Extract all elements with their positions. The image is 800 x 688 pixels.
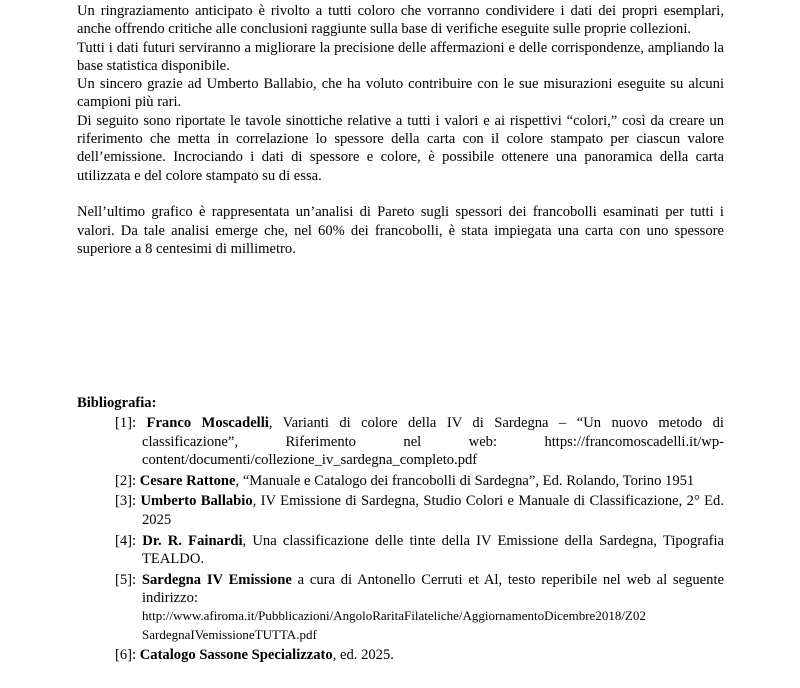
bibliography [77,394,724,667]
reference-author: Sardegna IV Emissione [141,571,292,588]
reference-text: , IV Emissione di Sardegna, Studio Colori e Manuale di Classificazione, 2° Ed. 2025 [142,493,725,528]
reference-number: [6]: [115,647,137,664]
reference-item [115,414,724,469]
reference-number: [3]: [115,493,137,510]
reference-number: [1]: [115,415,137,432]
reference-text: a cura di Antonello Cerruti et Al, testo reperibile nel web al seguente indirizzo: [142,571,724,606]
paragraph-future-data: Tutti i dati futuri serviranno a migliorare la precisione delle affermazioni e delle corrispondenze, ampliando la base statistica disponibile. [77,39,724,74]
reference-url: http://www.afiroma.it/Pubblicazioni/AngoloRaritaFilateliche/AggiornamentoDicembre2018/Z02 SardegnaIVemissioneTUTTA.pdf [142,608,646,642]
paragraph-pareto: Nell’ultimo grafico è rappresentata un’analisi di Pareto sugli spessori dei francobolli esaminati per tutti i valori. Da tale analisi emerge che, nel 60% dei francobolli, è stata impiegata una carta con uno spessore superiore a 8 centesimi di millimetro. [77,204,724,257]
reference-item [115,492,724,529]
reference-list [77,414,724,664]
paragraph-thanks: Un sincero grazie ad Umberto Ballabio, che ha voluto contribuire con le sue misurazioni eseguite su alcuni campioni più rari. [77,76,724,111]
reference-item [115,532,724,569]
reference-number: [2]: [115,472,137,489]
paragraph-gap [77,185,724,203]
reference-number: [5]: [115,571,137,588]
reference-text: , Una classificazione delle tinte della IV Emissione della Sardegna, Tipografia TEALDO. [142,532,725,567]
reference-author: Catalogo Sassone Specializzato [139,647,333,664]
reference-author: Cesare Rattone [139,472,236,489]
paragraph-synoptic-tables: Di seguito sono riportate le tavole sinottiche relative a tutti i valori e ai rispettivi “colori,” così da creare un riferimento che metta in correlazione lo spessore della carta con il colore stampato per ciascun valore dell’emissione. Incrociando i dati di spessore e colore, è possibile ottenere una panoramica della carta utilizzata e del colore stampato su di essa. [77,112,724,184]
reference-text: , Varianti di colore della IV di Sardegna – “Un nuovo metodo di classificazione”, Riferimento nel web: https://francomoscadelli.it/wp-content/documenti/collezione_iv_sardegna_completo.pdf [142,415,724,468]
paragraph-acknowledgement: Un ringraziamento anticipato è rivolto a tutti coloro che vorranno condividere i dati dei propri esemplari, anche offrendo critiche alle conclusioni raggiunte sulla base di verifiche eseguite sulle proprie collezioni. [77,3,724,38]
body-text [77,2,724,258]
reference-text: , “Manuale e Catalogo dei francobolli di Sardegna”, Ed. Rolando, Torino 1951 [235,472,695,489]
reference-item [115,646,724,664]
reference-number: [4]: [115,532,137,549]
reference-author: Franco Moscadelli [146,415,269,432]
reference-author: Dr. R. Fainardi [142,532,243,549]
reference-item [115,571,724,644]
bibliography-heading: Bibliografia: [77,395,157,411]
reference-author: Umberto Ballabio [140,493,253,510]
reference-item [115,472,724,490]
reference-text: , ed. 2025. [332,647,394,664]
